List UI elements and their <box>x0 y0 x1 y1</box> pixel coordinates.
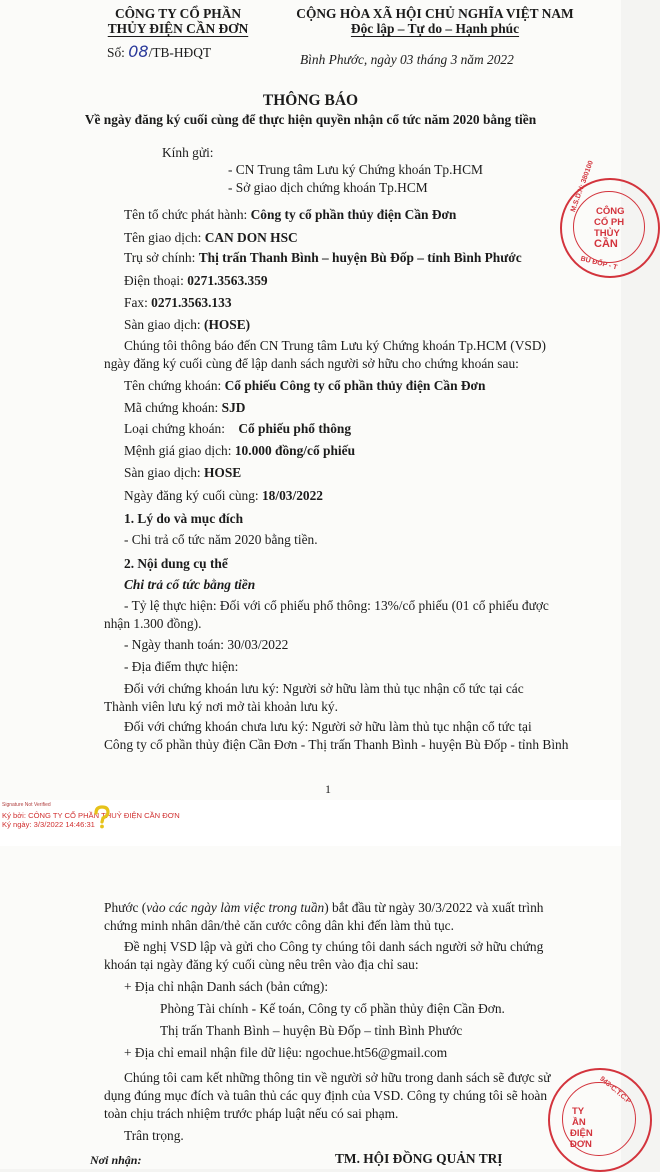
section1-item: - Chi trả cổ tức năm 2020 bằng tiền. <box>124 532 318 547</box>
stamp-line-1: CÔNG <box>596 206 625 217</box>
deposited-line-1: Đối với chứng khoán lưu ký: Người sở hữu làm thủ tục nhận cổ tức tại các <box>124 681 524 696</box>
greeting: Kính gửi: <box>162 145 214 160</box>
issuer-exchange-row <box>124 317 250 333</box>
org-name-line1: CÔNG TY CỔ PHẦN <box>114 6 242 21</box>
page-number: 1 <box>325 782 331 796</box>
record-date-label: Ngày đăng ký cuối cùng: <box>124 488 259 503</box>
issuer-exchange-value: (HOSE) <box>203 317 251 332</box>
country-motto: Độc lập – Tự do – Hạnh phúc <box>350 21 520 36</box>
stamp2-line-1: TY <box>572 1106 585 1117</box>
request-line-2: khoán tại ngày đăng ký cuối cùng nêu trên vào địa chỉ sau: <box>104 957 419 972</box>
commitment-line-1: Chúng tôi cam kết những thông tin về người sở hữu trong danh sách sẽ được sử <box>124 1070 551 1085</box>
signature-date: Ký ngày: 3/3/2022 14:46:31 <box>2 820 95 829</box>
trade-name-label: Tên giao dịch: <box>124 230 202 245</box>
par-value-value: 10.000 đồng/cổ phiếu <box>234 443 356 458</box>
signature-status: Signature Not Verified <box>2 802 51 808</box>
stamp-ring-text: M.S.D.N: 380100 <box>569 159 595 214</box>
issuer-exchange-label: Sàn giao dịch: <box>124 317 201 332</box>
document-number <box>107 44 211 61</box>
section2-subheading: Chi trả cổ tức bằng tiền <box>124 577 256 592</box>
closing: Trân trọng. <box>124 1128 184 1143</box>
stamp2-line-4: ĐƠN <box>570 1139 592 1150</box>
ratio-line-1: - Tỷ lệ thực hiện: Đối với cổ phiếu phổ thông: 13%/cổ phiếu (01 cổ phiếu được <box>124 598 549 613</box>
stamp-line-2: CỔ PH <box>594 217 625 228</box>
notice-title-block <box>0 91 621 129</box>
notice-subtitle: Về ngày đăng ký cuối cùng để thực hiện quyền nhận cổ tức năm 2020 bằng tiền <box>84 112 537 127</box>
commitment-line-3: toàn chịu trách nhiệm trước pháp luật nếu có sai phạm. <box>104 1106 399 1121</box>
security-type-row <box>124 421 351 437</box>
record-date-row <box>124 488 323 504</box>
payment-date: - Ngày thanh toán: 30/03/2022 <box>124 637 289 652</box>
stamp2-line-2: ẦN <box>572 1117 586 1128</box>
stamp2-ring-text: 943-C.T.C.P <box>598 1075 632 1106</box>
page-gap <box>0 800 621 846</box>
headquarters-value: Thị trấn Thanh Bình – huyện Bù Đốp – tỉnh Bình Phước <box>198 250 522 265</box>
security-code-label: Mã chứng khoán: <box>124 400 219 415</box>
trade-name-row <box>124 230 298 246</box>
continuation-italic: vào các ngày làm việc trong tuần <box>146 900 325 915</box>
undeposited-line-1: Đối với chứng khoán chưa lưu ký: Người sở hữu làm thủ tục nhận cổ tức tại <box>124 719 532 734</box>
recipients-footer-label: Nơi nhận: <box>90 1153 142 1167</box>
security-name-row <box>124 378 485 394</box>
stamp-line-3: THỦY <box>594 228 620 239</box>
document-page-2 <box>0 846 632 1169</box>
signature-signer: Ký bởi: CÔNG TY CỔ PHẦN THUỶ ĐIỆN CẦN ĐƠN <box>2 811 180 820</box>
security-name-label: Tên chứng khoán: <box>124 378 222 393</box>
notice-title: THÔNG BÁO <box>262 92 359 109</box>
phone-label: Điện thoại: <box>124 273 184 288</box>
company-seal-stamp <box>560 159 660 278</box>
issuer-name-value: Công ty cổ phần thủy điện Cần Đơn <box>250 207 457 222</box>
security-code-row <box>124 400 245 416</box>
company-seal-stamp-2 <box>548 1068 652 1172</box>
section1-heading: 1. Lý do và mục đích <box>124 511 244 526</box>
signature-question-icon[interactable] <box>92 805 112 829</box>
doc-number-prefix: Số: <box>107 45 125 60</box>
intro-line-1: Chúng tôi thông báo đến CN Trung tâm Lưu ký Chứng khoán Tp.HCM (VSD) <box>124 338 546 353</box>
security-code-value: SJD <box>221 400 246 415</box>
undeposited-line-2: Công ty cổ phần thủy điện Cần Đơn - Thị trấn Thanh Bình - huyện Bù Đốp - tỉnh Bình <box>104 737 569 752</box>
fax-row <box>124 295 232 311</box>
recipient-1: - CN Trung tâm Lưu ký Chứng khoán Tp.HCM <box>228 162 483 177</box>
payment-place: - Địa điểm thực hiện: <box>124 659 239 674</box>
stamp-bottom-text: BÙ ĐỐP - T <box>579 255 618 272</box>
continuation-rest: ) bắt đầu từ ngày 30/3/2022 và xuất trình <box>324 900 544 915</box>
record-date-value: 18/03/2022 <box>261 488 323 503</box>
par-value-label: Mệnh giá giao dịch: <box>124 443 232 458</box>
stamp2-line-3: ĐIỆN <box>570 1128 593 1139</box>
board-signature-title: TM. HỘI ĐỒNG QUẢN TRỊ <box>335 1151 503 1166</box>
phone-row <box>124 273 268 289</box>
fax-label: Fax: <box>124 295 148 310</box>
organization-header <box>98 6 258 36</box>
par-value-row <box>124 443 355 459</box>
recipient-2: - Sở giao dịch chứng khoán Tp.HCM <box>228 180 428 195</box>
security-name-value: Cổ phiếu Công ty cổ phần thủy điện Cần Đơn <box>224 378 486 393</box>
issuer-name-row <box>124 207 456 223</box>
headquarters-label: Trụ sở chính: <box>124 250 196 265</box>
security-exchange-value: HOSE <box>203 465 242 480</box>
address-line-1: Phòng Tài chính - Kế toán, Công ty cổ phần thủy điện Cần Đơn. <box>160 1001 505 1016</box>
stamp-line-4: CẦN <box>594 238 618 250</box>
doc-number-suffix: /TB-HĐQT <box>148 45 212 60</box>
security-exchange-row <box>124 465 241 481</box>
fax-value: 0271.3563.133 <box>151 295 232 310</box>
doc-number-handwritten: 08 <box>128 42 149 61</box>
continuation-line-1 <box>104 900 543 916</box>
country-name: CỘNG HÒA XÃ HỘI CHỦ NGHĨA VIỆT NAM <box>296 6 574 21</box>
address-heading: + Địa chỉ nhận Danh sách (bản cứng): <box>124 979 329 994</box>
headquarters-row <box>124 250 522 266</box>
request-line-1: Đề nghị VSD lập và gửi cho Công ty chúng tôi danh sách người sở hữu chứng <box>124 939 544 954</box>
national-header <box>270 6 600 36</box>
trade-name-value: CAN DON HSC <box>204 230 298 245</box>
ratio-line-2: nhận 1.300 đồng). <box>104 616 202 631</box>
email-line: + Địa chỉ email nhận file dữ liệu: ngochue.ht56@gmail.com <box>124 1045 448 1060</box>
address-line-2: Thị trấn Thanh Bình – huyện Bù Đốp – tỉnh Bình Phước <box>160 1023 463 1038</box>
security-type-label: Loại chứng khoán: <box>124 421 225 436</box>
continuation-line-2: chứng minh nhân dân/thẻ căn cước công dân khi đến làm thủ tục. <box>104 918 454 933</box>
org-name-line2: THỦY ĐIỆN CẦN ĐƠN <box>107 21 249 36</box>
security-exchange-label: Sàn giao dịch: <box>124 465 201 480</box>
issuer-name-label: Tên tổ chức phát hành: <box>124 207 248 222</box>
continuation-prefix: Phước ( <box>104 900 147 915</box>
place-date: Bình Phước, ngày 03 tháng 3 năm 2022 <box>300 52 514 67</box>
section2-heading: 2. Nội dung cụ thể <box>124 556 228 571</box>
intro-line-2: ngày đăng ký cuối cùng để lập danh sách người sở hữu cho chứng khoán sau: <box>104 356 519 371</box>
commitment-line-2: dụng đúng mục đích và tuân thủ các quy định của VSD. Công ty chúng tôi sẽ hoàn <box>104 1088 548 1103</box>
phone-value: 0271.3563.359 <box>187 273 268 288</box>
deposited-line-2: Thành viên lưu ký nơi mở tài khoản lưu ký. <box>104 699 338 714</box>
security-type-value: Cổ phiếu phổ thông <box>238 421 352 436</box>
